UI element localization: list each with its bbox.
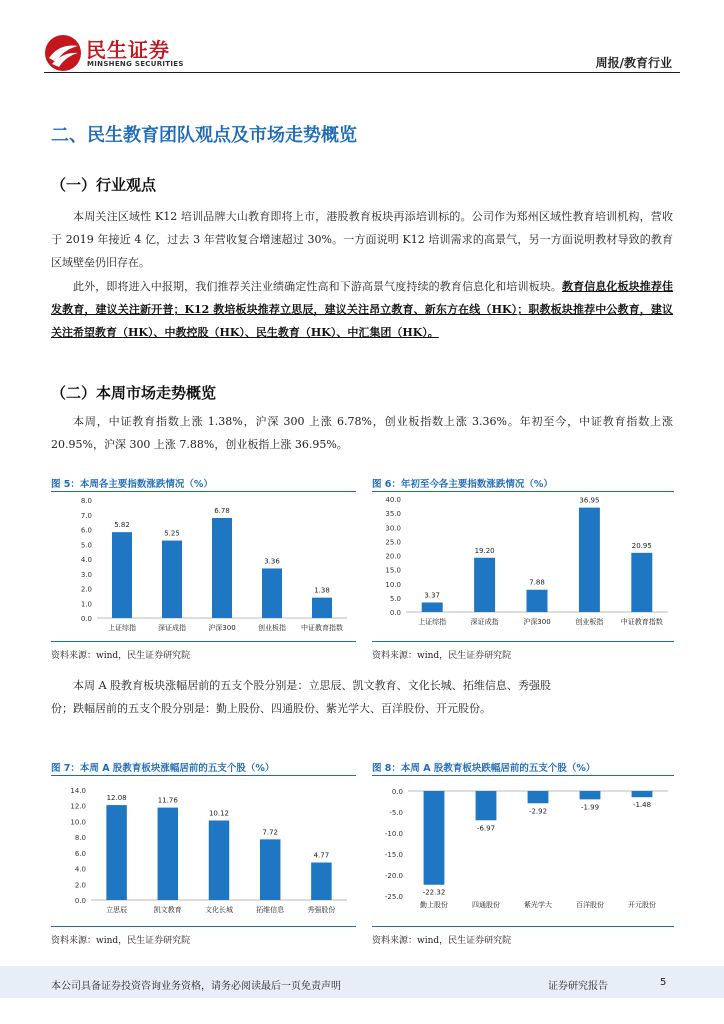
- fig7-bottom-rule: [51, 926, 356, 927]
- category-label: 上证综指: [418, 618, 447, 626]
- bar: [528, 791, 549, 803]
- fig6-top-rule: [372, 491, 674, 492]
- bar: [631, 553, 652, 612]
- bar: [260, 839, 280, 900]
- bar: [212, 518, 232, 618]
- paragraph-gainers-losers: 本周 A 股教育板块涨幅居前的五支个股分别是：立思辰、凯文教育、文化长城、拓维信息、秀强股份；跌幅居前的五支个股分别是：勤上股份、四通股份、紫光学大、百洋股份、开元股份。: [51, 679, 551, 715]
- data-label: -1.99: [580, 803, 600, 812]
- category-label: 紫光学大: [524, 901, 552, 909]
- fig8-source: 资料来源：wind，民生证券研究院: [372, 936, 512, 946]
- y-tick-label: 3.0: [80, 570, 92, 579]
- paragraph-recommendation: [51, 275, 673, 344]
- y-tick-label: 0.0: [391, 788, 403, 796]
- category-label: 深证成指: [158, 624, 186, 632]
- bar: [262, 568, 282, 618]
- y-tick-label: 40.0: [385, 496, 401, 504]
- bar: [527, 590, 548, 612]
- y-tick-label: 10.0: [70, 818, 86, 827]
- category-label: 四通股份: [472, 901, 500, 909]
- y-tick-label: -15.0: [384, 851, 403, 859]
- section-title: 二、民生教育团队观点及市场走势概览: [51, 125, 357, 146]
- subsection-title-views: （一）行业观点: [51, 176, 157, 194]
- data-label: 5.25: [164, 529, 180, 538]
- y-tick-label: 7.0: [80, 511, 92, 520]
- page-number: 5: [660, 977, 667, 988]
- fig6-bottom-rule: [372, 641, 674, 642]
- fig5-source: 资料来源：wind，民生证券研究院: [51, 651, 191, 661]
- category-label: 立思辰: [106, 906, 128, 914]
- data-label: 36.95: [579, 496, 600, 505]
- y-tick-label: 5.0: [80, 541, 92, 550]
- y-tick-label: -25.0: [384, 893, 403, 901]
- category-label: 拓维信息: [256, 906, 285, 914]
- data-label: 11.76: [157, 796, 178, 805]
- bar: [422, 602, 443, 612]
- report-type: 周报/教育行业: [595, 56, 672, 70]
- bar: [580, 791, 601, 799]
- y-tick-label: 10.0: [385, 580, 401, 589]
- subsection-title-market: （二）本周市场走势概览: [51, 384, 217, 402]
- data-label: 12.08: [106, 794, 127, 803]
- data-label: 20.95: [631, 541, 652, 550]
- data-label: -2.92: [528, 807, 548, 816]
- brand-name-en: MINSHENG SECURITIES: [87, 60, 184, 68]
- y-tick-label: 6.0: [80, 526, 92, 535]
- y-tick-label: 0.0: [74, 897, 86, 905]
- bar: [162, 541, 182, 618]
- bar: [311, 863, 331, 900]
- bar: [106, 805, 126, 900]
- bar: [312, 598, 332, 618]
- y-tick-label: 15.0: [385, 566, 401, 575]
- y-tick-label: -5.0: [389, 809, 403, 817]
- footer-doc-type: 证券研究报告: [548, 981, 608, 992]
- fig7-chart: [51, 779, 356, 924]
- y-tick-label: 4.0: [74, 865, 86, 874]
- fig7-top-rule: [51, 775, 356, 776]
- fig8-top-rule: [372, 775, 674, 776]
- category-label: 中证教育指数: [620, 618, 663, 626]
- data-label: 10.12: [208, 809, 230, 818]
- data-label: 3.37: [424, 591, 440, 600]
- category-label: 中证教育指数: [301, 624, 343, 632]
- fig7-title: 图 7：本周 A 股教育板块涨幅居前的五支个股（%）: [51, 763, 275, 774]
- paragraph-index-summary: 本周，中证教育指数上涨 1.38%，沪深 300 上涨 6.78%，创业板指数上涨 3.36%。年初至今，中证教育指数上涨 20.95%，沪深 300 上涨 7.88%，创业板指上涨 36.95%。: [51, 415, 673, 451]
- category-label: 开元股份: [628, 901, 656, 909]
- y-tick-label: 25.0: [385, 538, 401, 547]
- fig6-title: 图 6：年初至今各主要指数涨跌情况（%）: [372, 479, 553, 490]
- data-label: 7.88: [529, 578, 545, 587]
- data-label: 7.72: [262, 828, 278, 837]
- y-tick-label: 8.0: [74, 834, 86, 843]
- y-tick-label: 35.0: [385, 510, 401, 519]
- data-label: 3.36: [264, 557, 280, 566]
- fig6-source: 资料来源：wind，民生证券研究院: [372, 651, 512, 661]
- y-tick-label: 4.0: [80, 556, 92, 564]
- category-label: 沪深300: [523, 618, 551, 626]
- paragraph-dashan: 本周关注区域性 K12 培训品牌大山教育即将上市，港股教育板块再添培训标的。公司作为郑州区域性教育培训机构，营收于 2019 年接近 4 亿，过去 3 年营收复合增速超过 30%。一方面说明 K12 培训需求的高景气，另一方面说明教材导致的教育区域壁垒仍旧存在。: [51, 210, 673, 269]
- data-label: 6.78: [214, 506, 230, 515]
- y-tick-label: -10.0: [384, 830, 403, 838]
- recommendation-intro: 此外，即将进入中报期，我们推荐关注业绩确定性高和下游高景气度持续的教育信息化和培训板块。: [73, 280, 562, 293]
- paragraph-industry-view: [51, 205, 673, 274]
- bar: [424, 791, 445, 885]
- fig5-bottom-rule: [51, 641, 356, 642]
- bar: [579, 508, 600, 612]
- bar: [476, 791, 497, 820]
- category-label: 深证成指: [470, 618, 499, 626]
- y-tick-label: 8.0: [80, 497, 92, 505]
- data-label: 1.38: [314, 586, 330, 595]
- fig7-source: 资料来源：wind，民生证券研究院: [51, 936, 191, 946]
- category-label: 文化长城: [205, 906, 233, 914]
- bar: [209, 820, 229, 900]
- bar: [474, 558, 495, 612]
- y-tick-label: 1.0: [80, 600, 92, 609]
- category-label: 上证综指: [108, 624, 136, 632]
- category-label: 秀强股份: [307, 906, 336, 914]
- fig8-bottom-rule: [372, 926, 674, 927]
- fig5-top-rule: [51, 491, 356, 492]
- footer-disclaimer: 本公司具备证券投资咨询业务资格，请务必阅读最后一页免责声明: [51, 981, 341, 992]
- y-tick-label: -20.0: [384, 872, 403, 880]
- header-rule: [44, 72, 680, 73]
- fig5-title: 图 5：本周各主要指数涨跌情况（%）: [51, 479, 213, 490]
- category-label: 创业板指: [575, 618, 604, 626]
- y-tick-label: 12.0: [70, 802, 86, 811]
- data-label: -1.48: [632, 801, 652, 810]
- y-tick-label: 5.0: [389, 594, 401, 603]
- paragraph-market: [51, 410, 673, 456]
- data-label: -6.97: [476, 824, 496, 833]
- data-label: 5.82: [114, 521, 130, 530]
- category-label: 凯文教育: [153, 906, 182, 914]
- category-label: 百洋股份: [576, 901, 604, 909]
- category-label: 创业板指: [258, 624, 286, 632]
- paragraph-top-stocks: [51, 674, 551, 720]
- y-tick-label: 30.0: [385, 524, 401, 533]
- bar: [158, 808, 178, 900]
- y-tick-label: 14.0: [70, 787, 86, 795]
- y-tick-label: 0.0: [389, 609, 401, 617]
- y-tick-label: 20.0: [385, 552, 401, 561]
- y-tick-label: 2.0: [80, 585, 92, 594]
- fig8-title: 图 8：本周 A 股教育板块跌幅居前的五支个股（%）: [372, 763, 596, 774]
- y-tick-label: 6.0: [74, 849, 86, 858]
- fig6-chart: [372, 494, 674, 640]
- logo: [44, 34, 82, 72]
- y-tick-label: 2.0: [74, 881, 86, 890]
- recommendation-stocks: 教育信息化板块推荐佳发教育，建议关注新开普；K12 教培板块推荐立思辰，建议关注昂立教育、新东方在线（HK）；职教板块推荐中公教育，建议关注希望教育（HK）、中教控股（HK）、民生教育（HK）、中汇集团（HK）。: [51, 280, 674, 339]
- fig8-chart: [372, 779, 674, 924]
- brand-name: 民生证券: [86, 38, 170, 62]
- data-label: 19.20: [474, 546, 495, 555]
- fig5-chart: [51, 494, 356, 640]
- category-label: 勤上股份: [420, 901, 448, 909]
- bar: [632, 791, 653, 797]
- y-tick-label: 0.0: [80, 615, 92, 623]
- bar: [112, 532, 132, 618]
- logo-mark-icon: [44, 34, 82, 72]
- data-label: -22.32: [422, 888, 446, 897]
- category-label: 沪深300: [208, 624, 236, 632]
- data-label: 4.77: [313, 851, 330, 860]
